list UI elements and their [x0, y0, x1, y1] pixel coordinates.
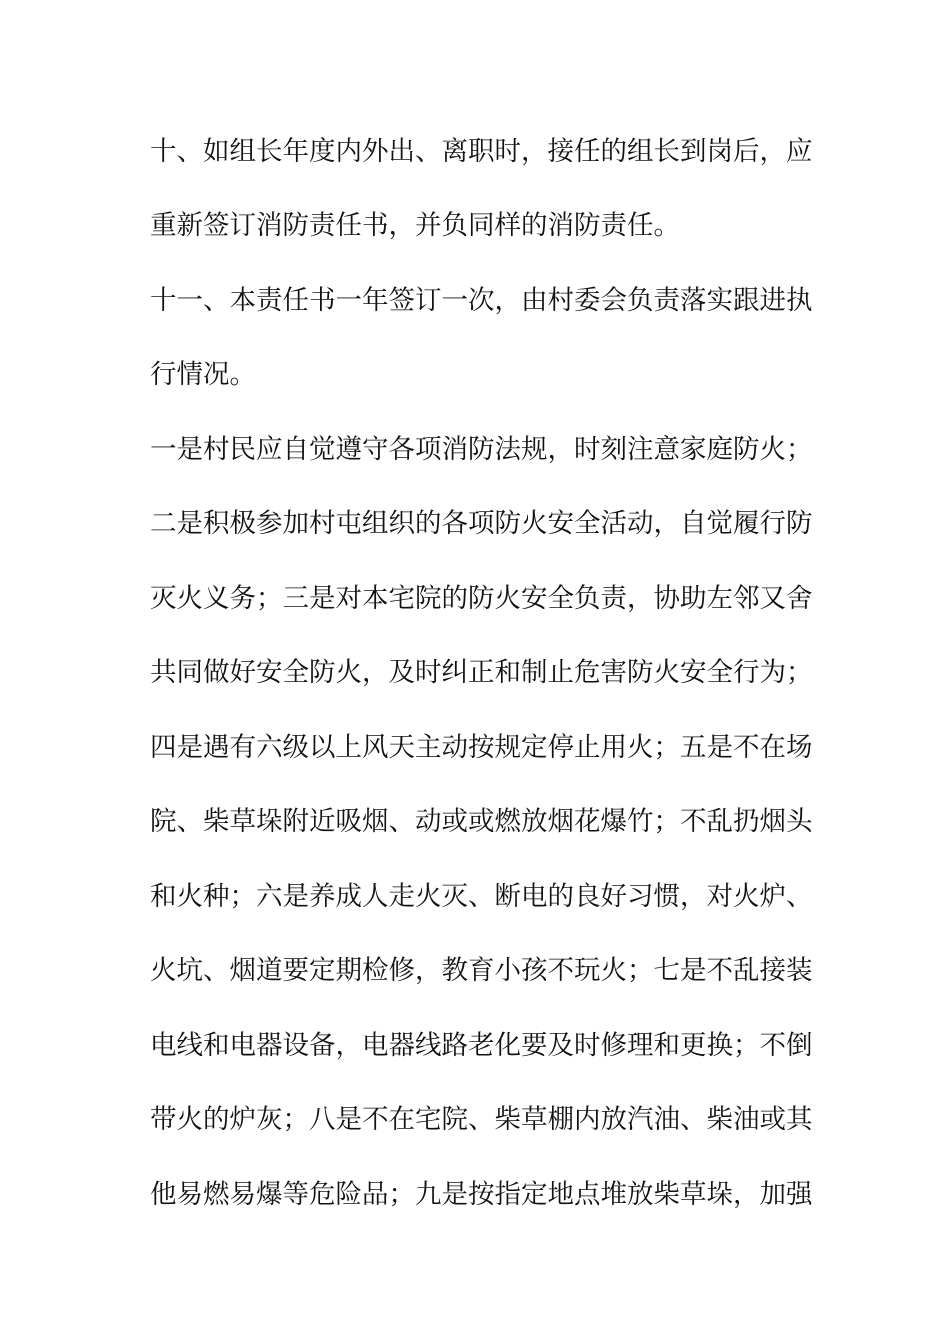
text-line: 十、如组长年度内外出、离职时，接任的组长到岗后，应: [150, 136, 813, 167]
text-line: 重新签订消防责任书，并负同样的消防责任。: [150, 210, 680, 241]
text-line: 行情况。: [150, 359, 256, 390]
text-line: 四是遇有六级以上风天主动按规定停止用火；五是不在场: [150, 732, 813, 763]
text-line: 一是村民应自觉遵守各项消防法规，时刻注意家庭防火；: [150, 434, 813, 465]
text-line: 电线和电器设备，电器线路老化要及时修理和更换；不倒: [150, 1030, 813, 1061]
text-line: 院、柴草垛附近吸烟、动或或燃放烟花爆竹；不乱扔烟头: [150, 806, 813, 837]
text-line: 共同做好安全防火，及时纠正和制止危害防火安全行为；: [150, 657, 813, 688]
text-line: 带火的炉灰；八是不在宅院、柴草棚内放汽油、柴油或其: [150, 1104, 813, 1135]
text-line: 十一、本责任书一年签订一次，由村委会负责落实跟进执: [150, 285, 813, 316]
text-line: 二是积极参加村屯组织的各项防火安全活动，自觉履行防: [150, 508, 813, 539]
text-line: 他易燃易爆等危险品；九是按指定地点堆放柴草垛，加强: [150, 1179, 813, 1210]
text-line: 火坑、烟道要定期检修，教育小孩不玩火；七是不乱接装: [150, 955, 813, 986]
text-line: 和火种；六是养成人走火灭、断电的良好习惯，对火炉、: [150, 881, 813, 912]
text-line: 灭火义务；三是对本宅院的防火安全负责，协助左邻又舍: [150, 583, 813, 614]
